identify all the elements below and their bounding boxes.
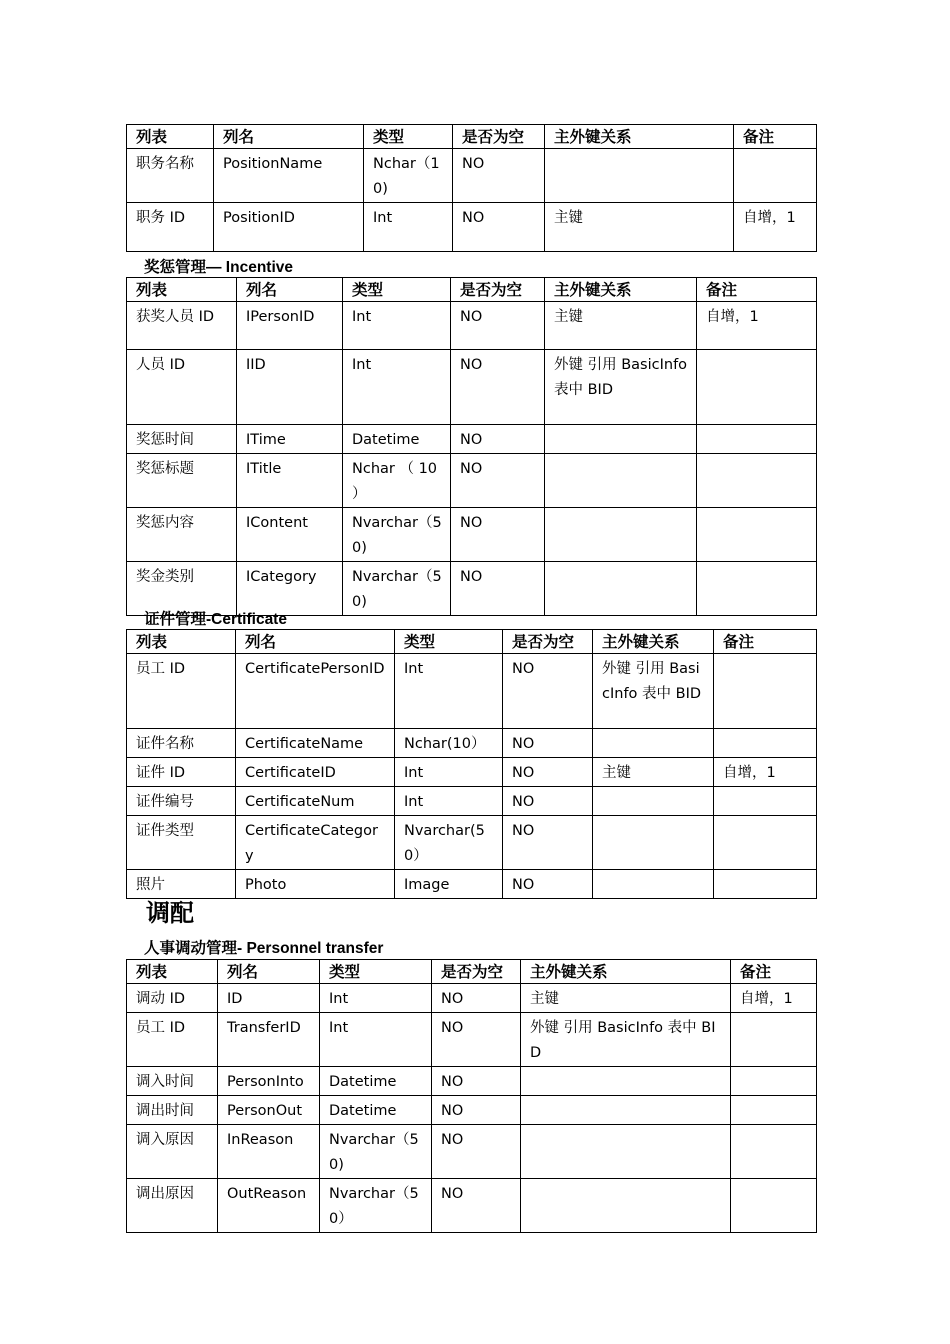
table-cell: CertificateID	[236, 758, 395, 787]
table-cell: 奖金类别	[127, 562, 237, 616]
table-cell: NO	[503, 758, 593, 787]
table-header-row	[127, 630, 817, 654]
table-cell: CertificateCategory	[236, 816, 395, 870]
table-row	[127, 787, 817, 816]
table-cell: ID	[218, 984, 320, 1013]
table-cell	[521, 1096, 731, 1125]
header-cell: 列表	[127, 125, 214, 149]
table-cell: Datetime	[343, 425, 451, 454]
header-cell: 是否为空	[453, 125, 545, 149]
table-row	[127, 1096, 817, 1125]
table-cell: Image	[395, 870, 503, 899]
table-cell	[697, 562, 817, 616]
table-cell: Int	[395, 654, 503, 729]
table-cell: 主键	[545, 302, 697, 350]
table-cell: PositionName	[214, 149, 364, 203]
table-cell: ITitle	[237, 454, 343, 508]
table-cell: 外键 引用 BasicInfo 表中 BID	[593, 654, 714, 729]
table-cell	[714, 654, 817, 729]
table-cell	[593, 816, 714, 870]
table-row	[127, 984, 817, 1013]
table-cell: Nchar（10)	[364, 149, 453, 203]
table-cell: 自增，1	[714, 758, 817, 787]
table-cell: Nvarchar（50)	[343, 508, 451, 562]
table-cell: InReason	[218, 1125, 320, 1179]
header-cell: 备注	[714, 630, 817, 654]
header-cell: 主外键关系	[545, 125, 734, 149]
table-cell: 调入时间	[127, 1067, 218, 1096]
table-cell: 自增，1	[734, 203, 817, 252]
table-cell: ITime	[237, 425, 343, 454]
table-cell: NO	[432, 1067, 521, 1096]
table-cell: 主键	[521, 984, 731, 1013]
header-cell: 类型	[395, 630, 503, 654]
header-cell: 备注	[734, 125, 817, 149]
table-cell: CertificateName	[236, 729, 395, 758]
table-row	[127, 508, 817, 562]
table-cell	[545, 149, 734, 203]
section-title-certificate: 证件管理-Certificate	[144, 611, 287, 628]
header-cell: 是否为空	[451, 278, 545, 302]
header-cell: 主外键关系	[521, 960, 731, 984]
table-cell: 照片	[127, 870, 236, 899]
incentive-table	[126, 277, 817, 616]
table-cell	[697, 508, 817, 562]
transfer-table	[126, 959, 817, 1233]
header-cell: 列表	[127, 630, 236, 654]
table-cell: NO	[432, 1013, 521, 1067]
table-row	[127, 870, 817, 899]
table-cell: NO	[503, 816, 593, 870]
table-cell: 证件类型	[127, 816, 236, 870]
table-cell: OutReason	[218, 1179, 320, 1233]
certificate-table	[126, 629, 817, 899]
header-cell: 列表	[127, 278, 237, 302]
table-cell: NO	[503, 787, 593, 816]
table-cell: Nvarchar（50）	[320, 1179, 432, 1233]
table-row	[127, 203, 817, 252]
table-row	[127, 758, 817, 787]
table-cell: Nchar （ 10 ）	[343, 454, 451, 508]
table-row	[127, 654, 817, 729]
table-cell	[545, 508, 697, 562]
table-cell: NO	[432, 1179, 521, 1233]
table-cell: NO	[451, 425, 545, 454]
table-cell: Nvarchar(50）	[395, 816, 503, 870]
table-cell: 奖惩标题	[127, 454, 237, 508]
table-cell	[593, 870, 714, 899]
table-cell: Nvarchar（50)	[343, 562, 451, 616]
table-cell: NO	[451, 508, 545, 562]
table-row	[127, 1013, 817, 1067]
table-cell	[731, 1013, 817, 1067]
table-cell: 外键 引用 BasicInfo 表中 BID	[521, 1013, 731, 1067]
table-cell: 证件名称	[127, 729, 236, 758]
table-cell: NO	[451, 350, 545, 425]
table-cell: Int	[395, 787, 503, 816]
table-cell	[714, 870, 817, 899]
table-cell: Int	[364, 203, 453, 252]
table-cell: Int	[343, 302, 451, 350]
table-cell	[593, 787, 714, 816]
table-cell: PositionID	[214, 203, 364, 252]
table-cell: 外键 引用 BasicInfo 表中 BID	[545, 350, 697, 425]
table-cell	[593, 729, 714, 758]
table-cell: NO	[503, 870, 593, 899]
table-row	[127, 149, 817, 203]
header-cell: 列表	[127, 960, 218, 984]
table-row	[127, 350, 817, 425]
table-cell: 调入原因	[127, 1125, 218, 1179]
table-cell	[545, 562, 697, 616]
section-title-transfer: 人事调动管理- Personnel transfer	[144, 940, 384, 957]
table-cell	[521, 1179, 731, 1233]
table-cell	[545, 454, 697, 508]
table-cell: Int	[320, 1013, 432, 1067]
table-cell: Int	[395, 758, 503, 787]
table-row	[127, 454, 817, 508]
table-cell: NO	[432, 984, 521, 1013]
position-table	[126, 124, 817, 252]
table-cell: NO	[432, 1096, 521, 1125]
header-cell: 列名	[214, 125, 364, 149]
table-header-row	[127, 125, 817, 149]
table-cell: 证件编号	[127, 787, 236, 816]
table-cell: Int	[320, 984, 432, 1013]
table-cell: CertificateNum	[236, 787, 395, 816]
table-cell: CertificatePersonID	[236, 654, 395, 729]
table-cell	[521, 1125, 731, 1179]
table-cell: NO	[451, 302, 545, 350]
table-row	[127, 729, 817, 758]
header-cell: 类型	[343, 278, 451, 302]
table-cell: NO	[432, 1125, 521, 1179]
table-cell	[731, 1125, 817, 1179]
table-cell: 奖惩内容	[127, 508, 237, 562]
header-cell: 列名	[236, 630, 395, 654]
header-cell: 列名	[218, 960, 320, 984]
table-cell: Datetime	[320, 1096, 432, 1125]
table-cell: NO	[503, 654, 593, 729]
table-cell: PersonOut	[218, 1096, 320, 1125]
table-cell: NO	[451, 562, 545, 616]
table-cell	[545, 425, 697, 454]
table-cell: Nvarchar（50)	[320, 1125, 432, 1179]
table-cell: NO	[451, 454, 545, 508]
table-row	[127, 302, 817, 350]
table-cell: 主键	[545, 203, 734, 252]
table-row	[127, 1179, 817, 1233]
table-cell: 员工 ID	[127, 1013, 218, 1067]
table-cell: IPersonID	[237, 302, 343, 350]
table-cell	[521, 1067, 731, 1096]
table-cell: NO	[453, 203, 545, 252]
table-cell	[734, 149, 817, 203]
table-cell: 人员 ID	[127, 350, 237, 425]
table-cell: 自增，1	[731, 984, 817, 1013]
table-row	[127, 1067, 817, 1096]
table-cell: 自增，1	[697, 302, 817, 350]
section-title-incentive: 奖惩管理— Incentive	[144, 259, 293, 276]
header-cell: 列名	[237, 278, 343, 302]
table-cell: IID	[237, 350, 343, 425]
table-cell: NO	[453, 149, 545, 203]
table-cell	[697, 350, 817, 425]
table-cell: 调出时间	[127, 1096, 218, 1125]
table-cell: NO	[503, 729, 593, 758]
table-cell	[731, 1067, 817, 1096]
table-cell	[714, 787, 817, 816]
table-cell: TransferID	[218, 1013, 320, 1067]
header-cell: 备注	[697, 278, 817, 302]
header-cell: 类型	[320, 960, 432, 984]
table-cell	[697, 425, 817, 454]
header-cell: 主外键关系	[545, 278, 697, 302]
table-header-row	[127, 960, 817, 984]
table-cell: 调动 ID	[127, 984, 218, 1013]
table-cell: IContent	[237, 508, 343, 562]
table-cell: 职务 ID	[127, 203, 214, 252]
table-row	[127, 816, 817, 870]
table-header-row	[127, 278, 817, 302]
chapter-heading: 调配	[146, 900, 194, 927]
table-cell: 职务名称	[127, 149, 214, 203]
table-cell: ICategory	[237, 562, 343, 616]
table-cell: Nchar(10）	[395, 729, 503, 758]
table-cell: 主键	[593, 758, 714, 787]
header-cell: 类型	[364, 125, 453, 149]
table-row	[127, 425, 817, 454]
table-cell: 证件 ID	[127, 758, 236, 787]
table-cell: Datetime	[320, 1067, 432, 1096]
header-cell: 是否为空	[432, 960, 521, 984]
table-cell: 员工 ID	[127, 654, 236, 729]
header-cell: 主外键关系	[593, 630, 714, 654]
table-cell: 奖惩时间	[127, 425, 237, 454]
table-cell	[731, 1179, 817, 1233]
table-cell	[714, 816, 817, 870]
table-cell	[731, 1096, 817, 1125]
table-cell: 获奖人员 ID	[127, 302, 237, 350]
table-cell: Photo	[236, 870, 395, 899]
header-cell: 备注	[731, 960, 817, 984]
table-cell	[714, 729, 817, 758]
table-cell: PersonInto	[218, 1067, 320, 1096]
table-cell: Int	[343, 350, 451, 425]
table-row	[127, 1125, 817, 1179]
header-cell: 是否为空	[503, 630, 593, 654]
table-cell: 调出原因	[127, 1179, 218, 1233]
table-cell	[697, 454, 817, 508]
